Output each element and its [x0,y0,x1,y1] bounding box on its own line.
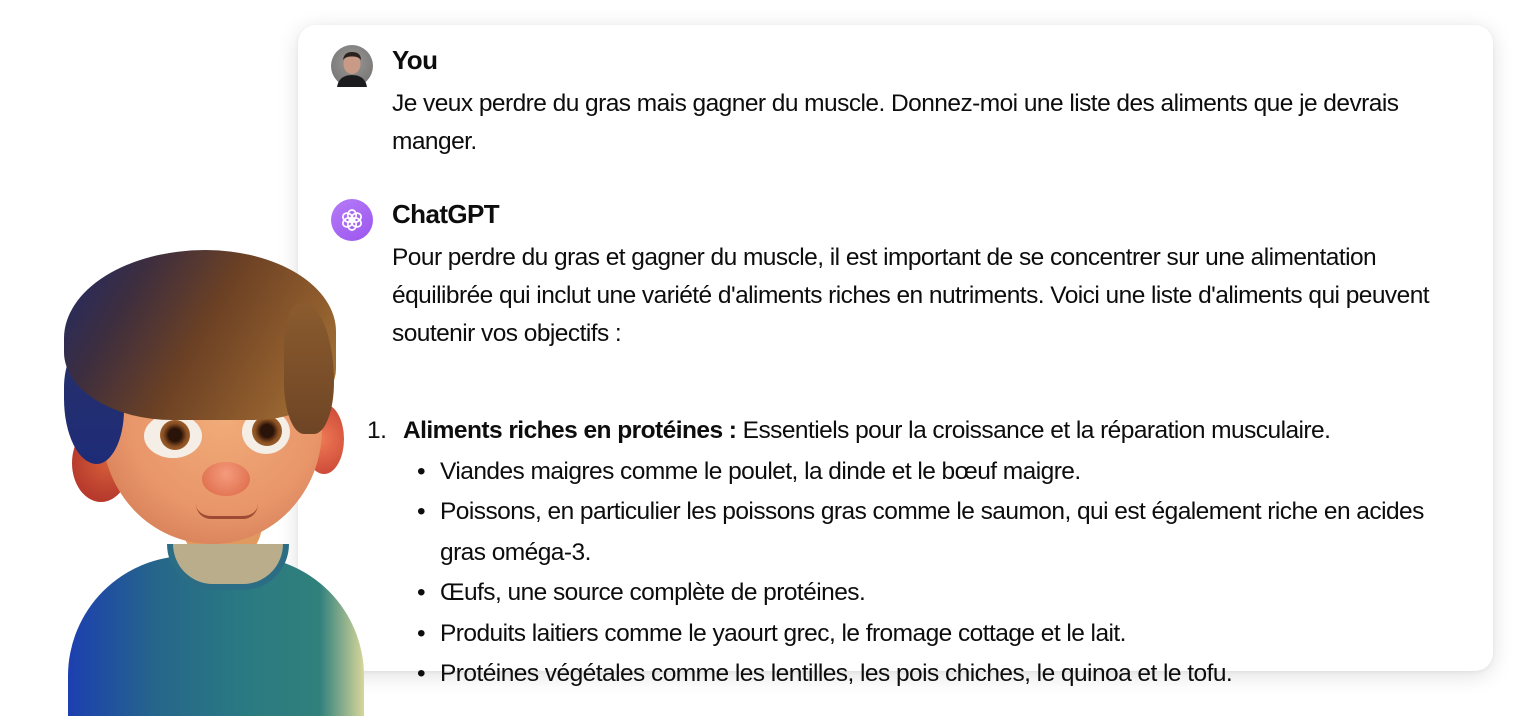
bullet-icon: • [417,579,426,606]
list-item-text: Poissons, en particulier les poissons gras comme le saumon, qui est également riche en acides gras oméga-3. [440,498,1424,566]
protein-sublist [367,452,1467,695]
list-item-text: Œufs, une source complète de protéines. [440,579,866,606]
list-item [403,452,1450,493]
user-avatar [331,45,373,87]
character-nose [202,462,250,496]
list-item-title: Aliments riches en protéines : [403,417,737,444]
list-item-description: Essentiels pour la croissance et la réparation musculaire. [736,417,1331,444]
chat-transcript-card [298,25,1493,687]
food-list [367,411,1467,695]
assistant-intro-text: Pour perdre du gras et gagner du muscle, il est important de se concentrer sur une alimentation équilibrée qui inclut une variété d'aliments riches en nutriments. Voici une liste d'aliments qui peuvent soutenir vos objectifs : [392,244,1430,347]
character-eye-left [144,414,202,458]
assistant-sender-name: ChatGPT [392,199,500,229]
bullet-icon: • [417,498,426,525]
list-item-text: Produits laitiers comme le yaourt grec, le fromage cottage et le lait. [440,619,1126,647]
user-photo-avatar-icon [331,45,373,87]
bullet-icon: • [417,457,426,485]
character-mouth [196,504,258,519]
list-item-text: Viandes maigres comme le poulet, la dinde et le bœuf maigre. [440,457,1081,485]
list-item [403,492,1450,573]
openai-logo-icon [339,207,365,233]
list-item [403,573,1450,614]
bullet-icon: • [417,660,426,687]
user-sender-name: You [392,45,438,75]
assistant-avatar [331,199,373,241]
bullet-icon: • [417,619,426,647]
list-item [403,614,1450,655]
list-item-text: Protéines végétales comme les lentilles, les pois chiches, le quinoa et le tofu. [440,660,1233,687]
cartoon-boy-illustration [62,244,372,664]
ordered-list-item [367,411,1467,452]
list-number: 1. [367,417,387,444]
list-item [403,654,1450,695]
user-message-text: Je veux perdre du gras mais gagner du muscle. Donnez-moi une liste des aliments que je devrais manger. [392,90,1399,155]
